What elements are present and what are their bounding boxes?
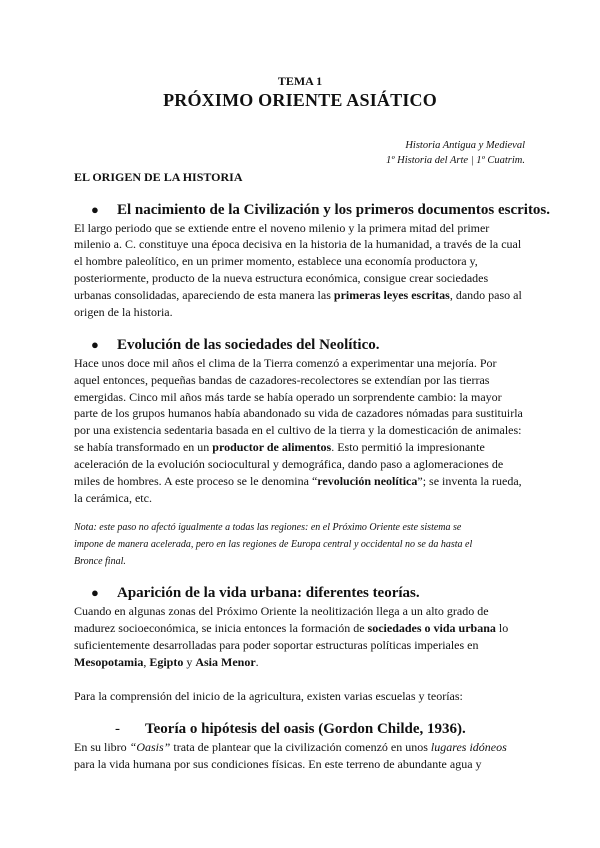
bullet-icon: ● (91, 337, 99, 352)
heading-civilizacion (91, 202, 550, 219)
text-run: miles de hombres. A este proceso se le denomina “ (74, 474, 318, 488)
paragraph-line: posteriormente, producto de la nueva estructura económica, consigue crear sociedades (74, 271, 489, 285)
paragraph-line: la cerámica, etc. (74, 491, 152, 505)
note-line: Nota: este paso no afectó igualmente a todas las regiones: en el Próximo Oriente este sistema se (74, 522, 462, 533)
paragraph-line (74, 654, 259, 670)
text-run: . Esto permitió la impresionante (331, 440, 485, 454)
text-run: madurez socioeconómica, se inicia entonces la formación de (74, 621, 368, 635)
note-line: Bronce final. (74, 556, 126, 567)
bullet-icon: ● (91, 585, 99, 600)
dash-marker: - (115, 721, 120, 737)
heading-text: Evolución de las sociedades del Neolítico. (117, 337, 380, 353)
paragraph-line: el hombre paleolítico, en un primer momento, establece una economía productora y, (74, 254, 478, 268)
course-term: 1º Historia del Arte | 1º Cuatrim. (385, 155, 525, 166)
bold-term: primeras leyes escritas (333, 288, 450, 302)
bold-term: sociedades o vida urbana (367, 621, 496, 635)
paragraph-line: aceleración de la evolución sociocultural y demográfica, dando paso a aglomeraciones de (74, 457, 504, 471)
heading-text: Aparición de la vida urbana: diferentes teorías. (117, 585, 420, 601)
paragraph-line (74, 620, 508, 636)
paragraph-line: suficientemente desarrolladas para poder soportar estructuras políticas imperiales en (74, 638, 479, 652)
bullet-icon: ● (91, 202, 99, 217)
paragraph-line: Cuando en algunas zonas del Próximo Oriente la neolitización llega a un alto grado de (74, 604, 489, 618)
text-run: trata de plantear que la civilización comenzó en unos (170, 740, 431, 754)
topic-number: TEMA 1 (277, 74, 323, 88)
heading-oasis (115, 721, 466, 738)
bold-term: Asia Menor (195, 655, 256, 669)
text-run: . (255, 655, 259, 669)
italic-term: “Oasis” (129, 740, 171, 754)
section-title: EL ORIGEN DE LA HISTORIA (74, 170, 243, 184)
paragraph-line (74, 287, 522, 303)
italic-term: lugares idóneos (430, 740, 507, 754)
text-run: urbanas consolidadas, apareciendo de esta manera las (74, 288, 334, 302)
paragraph-line: emergidas. Cinco mil años más tarde se había operado un sorprendente cambio: la mayor (74, 390, 502, 404)
paragraph-line (74, 739, 507, 755)
note-line: impone de manera acelerada, pero en las regiones de Europa central y occidental no se da hasta el (74, 539, 473, 550)
text-run: , (143, 655, 150, 669)
heading-text: Teoría o hipótesis del oasis (Gordon Childe, 1936). (145, 721, 466, 737)
paragraph-line: origen de la historia. (74, 305, 173, 319)
text-run: En su libro (74, 740, 130, 754)
text-run: y (183, 655, 196, 669)
paragraph-line: Hace unos doce mil años el clima de la Tierra comenzó a experimentar una mejoría. Por (74, 356, 497, 370)
heading-vida-urbana (91, 585, 420, 602)
bold-term: productor de alimentos (212, 440, 332, 454)
paragraph-line: milenio a. C. constituye una época decisiva en la historia de la humanidad, a través de la cual (74, 237, 522, 251)
paragraph-line: El largo periodo que se extiende entre el noveno milenio y la primera mitad del primer (74, 221, 490, 235)
paragraph-line: parte de los grupos humanos había abandonado su vida de cazadores nómadas para sustituirla (74, 406, 523, 420)
text-run: , dando paso al (449, 288, 522, 302)
text-run: se había transformado en un (74, 440, 213, 454)
heading-neolitico (91, 337, 380, 354)
text-run: ”; se inventa la rueda, (417, 474, 522, 488)
page-title: PRÓXIMO ORIENTE ASIÁTICO (163, 90, 437, 110)
paragraph-line (74, 473, 522, 489)
text-run: lo (495, 621, 509, 635)
paragraph-line (74, 439, 485, 455)
bold-term: revolución neolítica (317, 474, 418, 488)
paragraph-line: para la vida humana por sus condiciones físicas. En este terreno de abundante agua y (74, 757, 482, 771)
course-name: Historia Antigua y Medieval (405, 140, 525, 151)
bold-term: Egipto (149, 655, 184, 669)
paragraph-line: Para la comprensión del inicio de la agricultura, existen varias escuelas y teorías: (74, 689, 463, 703)
heading-text: El nacimiento de la Civilización y los primeros documentos escritos. (117, 202, 551, 218)
paragraph-line: por una existencia sedentaria basada en el cultivo de la tierra y la domesticación de animales: (74, 423, 522, 437)
paragraph-line: aquel entonces, pequeñas bandas de cazadores-recolectores se extendían por las tierras (74, 373, 490, 387)
bold-term: Mesopotamia (74, 655, 144, 669)
